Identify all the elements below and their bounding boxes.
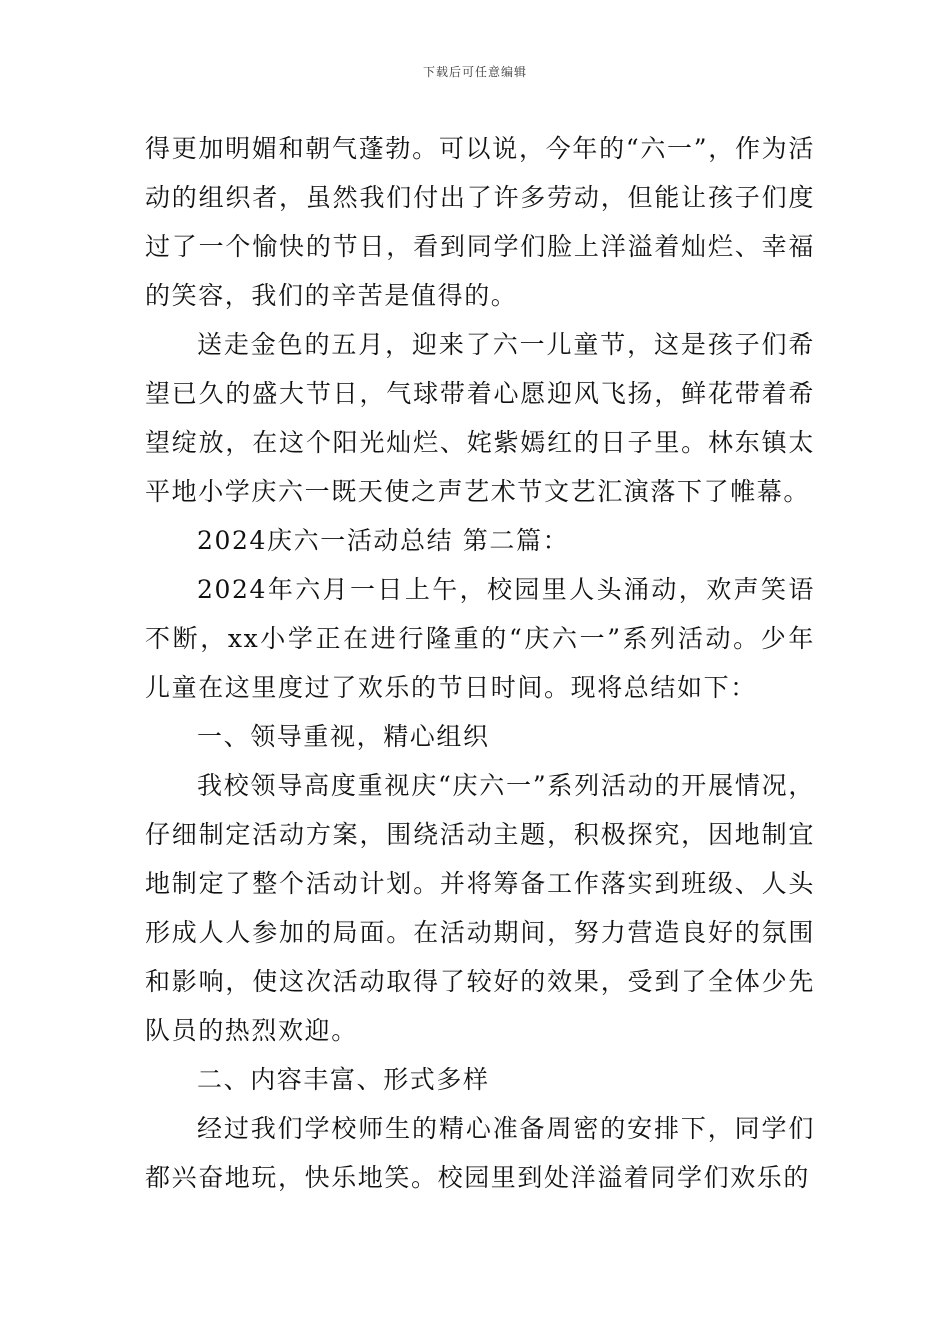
page-header-note: 下载后可任意编辑: [422, 65, 527, 79]
subheading-content-forms: 二、内容丰富、形式多样: [197, 1065, 490, 1094]
subheading-leadership: 一、领导重视，精心组织: [197, 722, 490, 751]
paragraph-intro: 2024年六月一日上午，校园里人头涌动，欢声笑语不断，xx小学正在进行隆重的“庆六一”系列活动。少年儿童在这里度过了欢乐的节日时间。现将总结如下：: [145, 575, 815, 702]
paragraph-may-to-june: 送走金色的五月，迎来了六一儿童节，这是孩子们希望已久的盛大节日，气球带着心愿迎风飞扬，鲜花带着希望绽放，在这个阳光灿烂、姹紫嫣红的日子里。林东镇太平地小学庆六一既天使之声艺术节文艺汇演落下了帷幕。: [145, 330, 815, 506]
paragraph-leadership: 我校领导高度重视庆“庆六一”系列活动的开展情况，仔细制定活动方案，围绕活动主题，积极探究，因地制宜地制定了整个活动计划。并将筹备工作落实到班级、人头形成人人参加的局面。在活动期间，努力营造良好的氛围和影响，使这次活动取得了较好的效果，受到了全体少先队员的热烈欢迎。: [145, 771, 815, 1045]
paragraph-content-forms: 经过我们学校师生的精心准备周密的安排下，同学们都兴奋地玩，快乐地笑。校园里到处洋溢着同学们欢乐的: [145, 1114, 815, 1192]
section-heading-part-two: 2024庆六一活动总结 第二篇：: [197, 526, 570, 555]
paragraph-continuation: 得更加明媚和朝气蓬勃。可以说，今年的“六一”，作为活动的组织者，虽然我们付出了许多劳动，但能让孩子们度过了一个愉快的节日，看到同学们脸上洋溢着灿烂、幸福的笑容，我们的辛苦是值得的。: [145, 134, 815, 310]
document-body: [145, 124, 815, 1202]
